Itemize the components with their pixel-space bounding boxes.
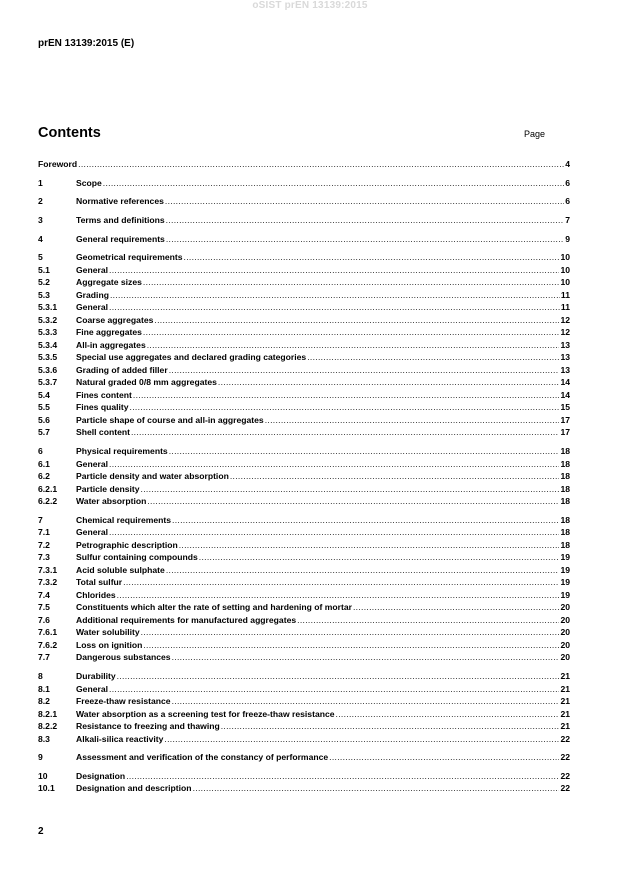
toc-dot-leader [221,720,560,733]
toc-entry-page: 20 [560,602,570,613]
toc-entry-title: Particle density and water absorption [76,471,229,482]
toc-entry-page: 19 [560,589,570,600]
toc-entry-number: 7.6.2 [38,639,58,650]
toc-entry[interactable] [38,289,570,302]
toc-entry-page: 17 [560,427,570,438]
toc-entry[interactable] [38,708,570,721]
toc-dot-leader [166,233,564,246]
toc-entry[interactable] [38,195,570,208]
toc-entry-number: 4 [38,233,43,244]
toc-dot-leader [179,539,560,552]
toc-entry-page: 22 [560,733,570,744]
toc-entry-title: Constituents which alter the rate of setting and hardening of mortar [76,602,352,613]
toc-entry-page: 18 [560,446,570,457]
toc-dot-leader [143,276,560,289]
toc-entry[interactable] [38,177,570,190]
contents-heading: Contents [38,125,101,141]
toc-entry-number: 5.3.7 [38,377,58,388]
toc-dot-leader [117,670,560,683]
toc-entry-page: 11 [560,289,570,300]
toc-entry-page: 17 [560,414,570,425]
toc-dot-leader [199,551,560,564]
toc-entry[interactable] [38,276,570,289]
toc-entry-page: 22 [560,783,570,794]
toc-entry-title: General [76,302,109,313]
toc-entry-number: 7.7 [38,652,50,663]
toc-entry-title: Chemical requirements [76,514,172,525]
toc-entry-title: Durability [76,671,116,681]
toc-entry-title: Grading of added filler [76,364,168,375]
toc-dot-leader [147,495,559,508]
toc-entry[interactable] [38,526,570,539]
toc-entry-number: 10 [38,770,48,781]
toc-entry[interactable] [38,495,570,508]
toc-dot-leader [141,626,560,639]
document-id: prEN 13139:2015 (E) [38,38,135,49]
toc-entry-title: Physical requirements [76,446,168,457]
toc-entry-page: 19 [560,564,570,575]
toc-entry[interactable] [38,445,570,458]
toc-entry-number: 2 [38,196,43,207]
toc-entry-number: 7.6 [38,614,50,625]
toc-entry-title: Fines content [76,389,132,400]
toc-entry[interactable] [38,251,570,264]
toc-dot-leader [193,782,560,795]
toc-entry-page: 13 [560,364,570,375]
toc-entry-title: Petrographic description [76,539,178,550]
toc-entry-title: Water absorption [76,496,147,507]
toc-dot-leader [131,426,559,439]
toc-entry-title: Natural graded 0/8 mm aggregates [76,377,217,388]
toc-entry-title: Fine aggregates [76,327,142,338]
toc-dot-leader [143,326,560,339]
toc-entry-page: 14 [560,389,570,400]
toc-entry-number: 6.1 [38,458,50,469]
toc-entry-page: 18 [560,514,570,525]
toc-entry[interactable] [38,401,570,414]
toc-dot-leader [133,389,560,402]
toc-entry[interactable] [38,683,570,696]
toc-dot-leader [109,526,559,539]
toc-entry-page: 10 [560,264,570,275]
toc-entry-page: 6 [565,196,570,207]
toc-entry-number: 10.1 [38,783,55,794]
toc-dot-leader [123,576,559,589]
toc-dot-leader [109,683,559,696]
toc-entry-number: 7.1 [38,527,50,538]
toc-entry-number: 6.2.2 [38,496,58,507]
toc-entry-title: Additional requirements for manufactured aggregates [76,614,297,625]
toc-entry-number: 5.3.2 [38,314,58,325]
toc-entry[interactable] [38,639,570,652]
toc-entry-page: 20 [560,614,570,625]
toc-entry[interactable] [38,576,570,589]
toc-entry[interactable] [38,539,570,552]
toc-entry-number: 8.2 [38,696,50,706]
toc-entry[interactable] [38,733,570,746]
toc-entry-number: 7.4 [38,589,50,600]
toc-dot-leader [169,445,560,458]
toc-entry-number: 9 [38,752,43,763]
toc-entry-number: 7.5 [38,602,50,613]
toc-dot-leader [169,364,560,377]
toc-entry-page: 18 [560,527,570,538]
toc-entry-title: Normative references [76,196,164,207]
toc-entry-title: Dangerous substances [76,652,171,663]
toc-entry-title: Water absorption as a screening test for freeze-thaw resistance [76,708,335,719]
toc-entry-page: 21 [560,683,570,694]
toc-entry-page: 21 [560,671,570,681]
toc-entry-number: 8 [38,671,43,681]
toc-entry[interactable] [38,614,570,627]
toc-entry[interactable] [38,364,570,377]
toc-entry-page: 21 [560,696,570,706]
toc-entry-title: Geometrical requirements [76,252,183,263]
toc-entry-title: General requirements [76,233,165,244]
toc-entry[interactable] [38,458,570,471]
toc-entry-page: 4 [565,159,570,169]
toc-entry-number: 8.2.1 [38,708,58,719]
toc-entry[interactable] [38,301,570,314]
toc-entry-title: Acid soluble sulphate [76,564,165,575]
toc-dot-leader [109,458,559,471]
toc-dot-leader [109,301,560,314]
toc-entry-title: Chlorides [76,589,116,600]
toc-entry[interactable] [38,589,570,602]
toc-entry-page: 11 [560,302,570,313]
toc-entry-title: Particle shape of course and all-in aggregates [76,414,264,425]
toc-entry-number: 8.2.2 [38,721,58,731]
toc-entry-title: Particle density [76,483,140,494]
toc-dot-leader [164,733,559,746]
toc-entry-number: 5.3.3 [38,327,58,338]
toc-entry-title: Alkali-silica reactivity [76,733,164,744]
toc-dot-leader [353,601,559,614]
toc-dot-leader [130,401,560,414]
toc-entry-number: 1 [38,177,43,188]
toc-dot-leader [297,614,559,627]
toc-entry-number: 6.2 [38,471,50,482]
toc-entry-title: Designation and description [76,783,192,794]
toc-entry[interactable] [38,351,570,364]
toc-entry-title: Terms and definitions [76,215,165,226]
toc-entry[interactable] [38,782,570,795]
toc-entry-number: 3 [38,215,43,226]
toc-entry[interactable] [38,414,570,427]
toc-entry-number: 8.3 [38,733,50,744]
toc-dot-leader [265,414,560,427]
toc-entry-page: 19 [560,577,570,588]
toc-entry-number: 5.3.4 [38,339,58,350]
toc-entry[interactable] [38,483,570,496]
toc-entry-page: 18 [560,496,570,507]
toc-dot-leader [218,376,560,389]
toc-dot-leader [78,158,564,171]
toc-entry-number: 5.3 [38,289,50,300]
toc-entry[interactable] [38,651,570,664]
toc-entry-page: 20 [560,639,570,650]
toc-entry-page: 22 [560,770,570,781]
toc-entry-title: Total sulfur [76,577,123,588]
toc-dot-leader [143,639,559,652]
toc-entry[interactable] [38,214,570,227]
toc-entry-title: All-in aggregates [76,339,146,350]
toc-entry[interactable] [38,770,570,783]
toc-dot-leader [117,589,560,602]
toc-dot-leader [172,514,559,527]
toc-entry-number: 8.1 [38,683,50,694]
toc-entry-title: Shell content [76,427,130,438]
toc-dot-leader [103,177,564,190]
toc-entry-number: 5.3.5 [38,352,58,363]
toc-entry[interactable] [38,720,570,733]
toc-entry-page: 18 [560,539,570,550]
toc-entry[interactable] [38,551,570,564]
toc-dot-leader [109,264,559,277]
toc-dot-leader [165,195,564,208]
toc-dot-leader [141,483,560,496]
toc-entry-number: 5.7 [38,427,50,438]
toc-entry-title: Resistance to freezing and thawing [76,721,220,731]
toc-dot-leader [336,708,560,721]
toc-entry-page: 18 [560,458,570,469]
toc-entry-title: General [76,264,109,275]
toc-entry-page: 12 [560,327,570,338]
toc-entry[interactable] [38,470,570,483]
toc-entry[interactable] [38,601,570,614]
toc-dot-leader [184,251,560,264]
toc-entry-page: 18 [560,471,570,482]
toc-dot-leader [172,651,560,664]
toc-entry[interactable] [38,389,570,402]
toc-entry-page: 15 [560,402,570,413]
toc-entry[interactable] [38,670,570,683]
toc-entry-page: 19 [560,552,570,563]
toc-entry-page: 20 [560,652,570,663]
toc-dot-leader [307,351,559,364]
toc-entry-title: Loss on ignition [76,639,143,650]
toc-entry-title: Sulfur containing compounds [76,552,198,563]
toc-entry-page: 22 [560,752,570,763]
toc-entry-title: Designation [76,770,126,781]
toc-entry-title: Water solubility [76,627,140,638]
toc-entry-page: 9 [565,233,570,244]
toc-entry[interactable] [38,314,570,327]
toc-dot-leader [166,564,560,577]
toc-entry-number: 7.3.1 [38,564,58,575]
toc-dot-leader [166,214,565,227]
toc-entry-page: 18 [560,483,570,494]
toc-entry-number: 5.1 [38,264,50,275]
toc-entry[interactable] [38,339,570,352]
watermark: oSIST prEN 13139:2015 [252,0,368,11]
toc-dot-leader [329,751,559,764]
toc-entry[interactable] [38,514,570,527]
toc-entry-page: 21 [560,721,570,731]
toc-entry-title: Scope [76,177,102,188]
toc-dot-leader [172,695,560,708]
toc-entry-title: General [76,458,109,469]
toc-entry-page: 12 [560,314,570,325]
toc-entry-page: 14 [560,377,570,388]
toc-dot-leader [147,339,560,352]
toc-entry[interactable] [38,264,570,277]
toc-entry-number: 5.2 [38,277,50,288]
toc-entry-title: Special use aggregates and declared grading categories [76,352,307,363]
toc-entry-page: 10 [560,277,570,288]
toc-dot-leader [126,770,559,783]
toc-dot-leader [110,289,560,302]
toc-entry[interactable] [38,233,570,246]
toc-entry-title: Grading [76,289,109,300]
toc-entry-page: 13 [560,339,570,350]
toc-entry-page: 7 [565,215,570,226]
toc-entry-number: 5.3.6 [38,364,58,375]
page-column-label: Page [524,129,546,139]
toc-entry-number: 5.3.1 [38,302,58,313]
toc-entry[interactable] [38,158,570,171]
toc-dot-leader [230,470,560,483]
toc-entry[interactable] [38,376,570,389]
toc-entry[interactable] [38,626,570,639]
toc-entry-number: 7.3 [38,552,50,563]
toc-entry-title: Assessment and verification of the constancy of performance [76,752,329,763]
toc-entry-title: Fines quality [76,402,129,413]
toc-entry-title: General [76,527,109,538]
toc-dot-leader [154,314,559,327]
toc-entry-page: 13 [560,352,570,363]
toc-entry-number: 7.2 [38,539,50,550]
toc-entry-number: 7.3.2 [38,577,58,588]
toc-entry-number: 5.4 [38,389,50,400]
table-of-contents [38,158,570,795]
toc-entry-page: 20 [560,627,570,638]
toc-entry-title: Foreword [38,159,78,169]
toc-entry-page: 21 [560,708,570,719]
toc-entry-number: 7 [38,514,43,525]
toc-entry-title: General [76,683,109,694]
toc-entry-page: 10 [560,252,570,263]
toc-entry-number: 6.2.1 [38,483,58,494]
toc-entry[interactable] [38,326,570,339]
toc-entry-number: 5.5 [38,402,50,413]
toc-entry[interactable] [38,695,570,708]
toc-entry-number: 7.6.1 [38,627,58,638]
toc-entry[interactable] [38,426,570,439]
toc-entry-number: 6 [38,446,43,457]
toc-entry-number: 5 [38,252,43,263]
toc-entry-title: Freeze-thaw resistance [76,696,171,706]
toc-entry-title: Aggregate sizes [76,277,142,288]
toc-entry-title: Coarse aggregates [76,314,154,325]
toc-entry-number: 5.6 [38,414,50,425]
toc-entry[interactable] [38,751,570,764]
page-number: 2 [38,826,44,837]
toc-entry[interactable] [38,564,570,577]
toc-entry-page: 6 [565,177,570,188]
